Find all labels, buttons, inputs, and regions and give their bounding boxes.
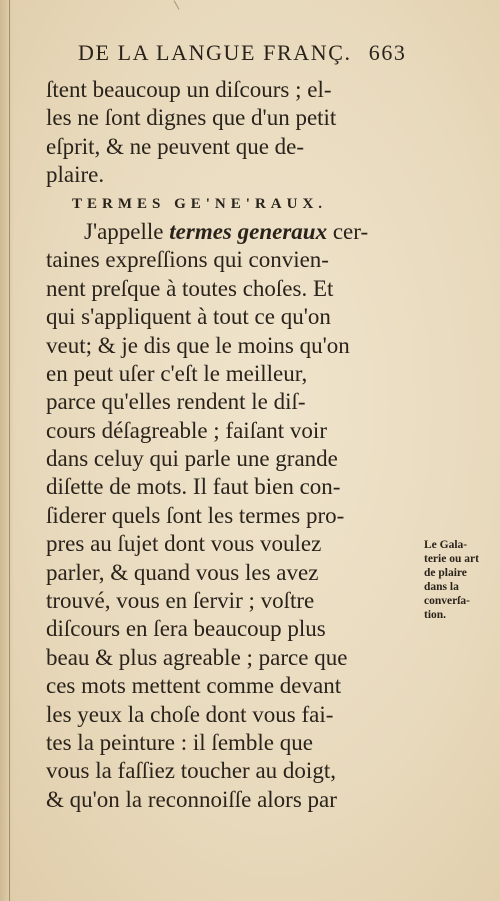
text-line: taines expreſſions qui convien- [46, 247, 329, 273]
marginal-note-line: dans la [424, 581, 459, 593]
marginal-note [424, 538, 494, 622]
text-line: cours déſagreable ; faiſant voir [46, 417, 327, 443]
text-line: les yeux la choſe dont vous fai- [46, 701, 334, 727]
ink-mark [174, 0, 180, 9]
text-line: parler, & quand vous les avez [46, 559, 319, 585]
para-intro-end: cer- [327, 218, 369, 244]
section-heading: TERMES GE'NE'RAUX. [72, 195, 328, 212]
text-line: veut; & je dis que le moins qu'on [46, 332, 350, 358]
text-line: plaire. [46, 162, 105, 188]
para-intro: J'appelle [84, 218, 170, 244]
text-line: nent preſque à toutes choſes. Et [46, 275, 334, 301]
marginal-note-line: Le Gala- [424, 539, 468, 551]
gutter-edge-line [9, 0, 10, 901]
running-header [78, 40, 438, 66]
text-line: diſette de mots. Il faut bien con- [46, 474, 341, 500]
marginal-note-line: tion. [424, 609, 447, 621]
paragraph-first-line [46, 218, 422, 246]
text-line: vous la faſſiez toucher au doigt, [46, 758, 336, 784]
text-line: ces mots mettent comme devant [46, 673, 342, 699]
running-title: DE LA LANGUE FRANÇ. [78, 40, 352, 65]
marginal-note-line: terie ou art [424, 553, 479, 565]
page-gutter [0, 0, 14, 901]
text-line: en peut uſer c'eſt le meilleur, [46, 360, 308, 386]
text-line: ſiderer quels ſont les termes pro- [46, 502, 345, 528]
text-line: qui s'appliquent à tout ce qu'on [46, 304, 331, 330]
text-line: eſprit, & ne peuvent que de- [46, 133, 305, 159]
text-line: beau & plus agreable ; parce que [46, 644, 348, 670]
text-line: tes la peinture : il ſemble que [46, 729, 313, 755]
text-line: ſtent beaucoup un diſcours ; el- [46, 77, 332, 102]
text-line: diſcours en ſera beaucoup plus [46, 616, 326, 642]
text-line: dans celuy qui parle une grande [46, 446, 338, 472]
marginal-note-line: de plaire [424, 567, 467, 579]
text-line: parce qu'elles rendent le diſ- [46, 389, 306, 415]
page-number: 663 [368, 40, 407, 65]
text-line: & qu'on la reconnoiſſe alors par [46, 786, 337, 812]
marginal-note-line: converſa- [424, 595, 470, 607]
text-line: les ne ſont dignes que d'un petit [46, 105, 337, 131]
italic-term: termes generaux [169, 218, 328, 244]
text-line: trouvé, vous en ſervir ; voſtre [46, 588, 315, 614]
text-line: pres au ſujet dont vous voulez [46, 531, 322, 557]
body-text [46, 76, 422, 814]
